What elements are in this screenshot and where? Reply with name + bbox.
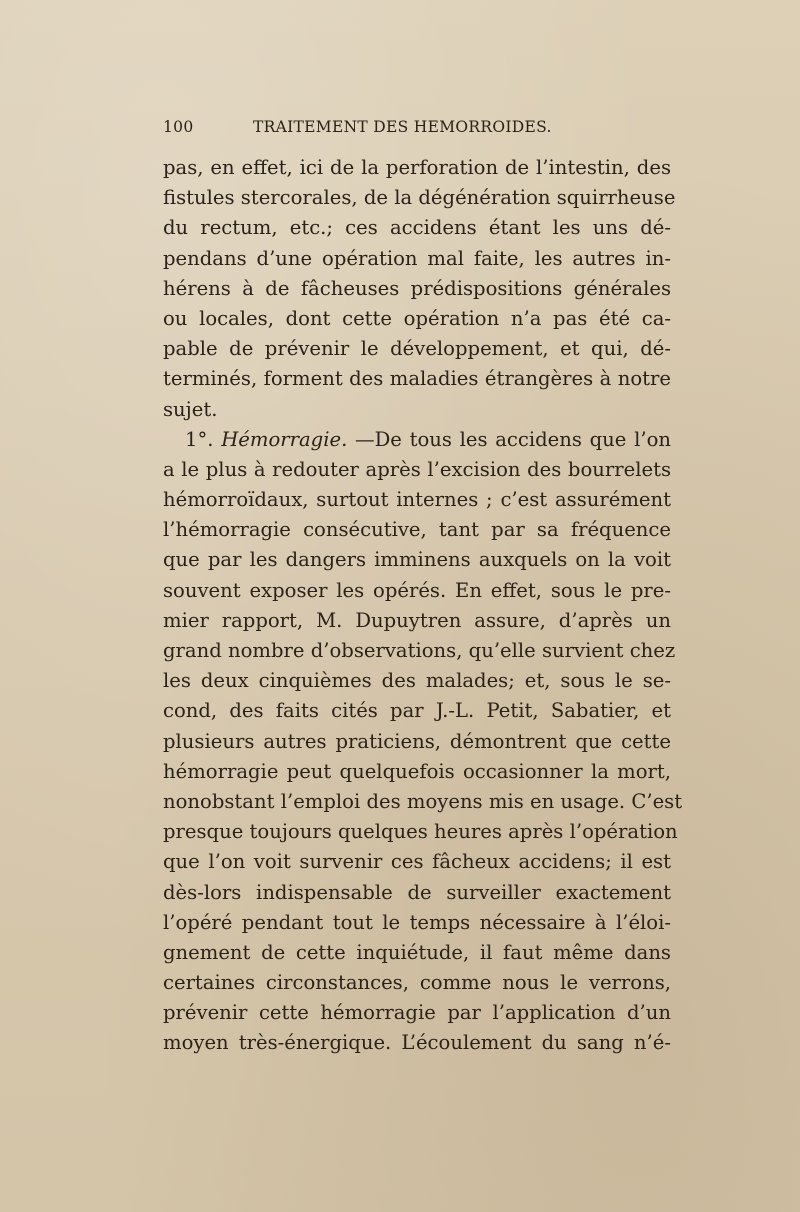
text-line: certaines circonstances, comme nous le verrons, bbox=[163, 971, 671, 995]
page-number: 100 bbox=[163, 118, 194, 136]
text-line: hérens à de fâcheuses prédispositions générales bbox=[163, 276, 671, 300]
text-line: cond, des faits cités par J.-L. Petit, Sabatier, et bbox=[163, 699, 671, 723]
text-line: grand nombre d’observations, qu’elle survient chez bbox=[163, 639, 676, 662]
text-line: du rectum, etc.; ces accidens étant les uns dé- bbox=[163, 216, 671, 240]
text-line: sujet. bbox=[163, 397, 218, 421]
text-line: presque toujours quelques heures après l’opération bbox=[163, 820, 678, 844]
text-line: hémorroïdaux, surtout internes ; c’est assurément bbox=[163, 488, 671, 512]
text-line: pendans d’une opération mal faite, les autres in- bbox=[163, 246, 671, 270]
text-line: plusieurs autres praticiens, démontrent que cette bbox=[163, 729, 671, 753]
text-line: moyen très-énergique. L’écoulement du sang n’é- bbox=[163, 1031, 671, 1055]
text-line: nonobstant l’emploi des moyens mis en usage. C’est bbox=[163, 789, 683, 813]
text-line: dès-lors indispensable de surveiller exactement bbox=[163, 880, 671, 904]
text-line: l’opéré pendant tout le temps nécessaire à l’éloi- bbox=[163, 910, 671, 934]
body-text bbox=[163, 153, 683, 1059]
running-head: TRAITEMENT DES HEMORROIDES. bbox=[253, 118, 552, 136]
section-first-line-text: —De tous les accidens que l’on bbox=[347, 427, 671, 451]
text-line: hémorragie peut quelquefois occasionner la mort, bbox=[163, 759, 671, 783]
text-line: prévenir cette hémorragie par l’application d’un bbox=[163, 1001, 671, 1025]
text-line: les deux cinquièmes des malades; et, sous le se- bbox=[163, 669, 671, 693]
text-line: l’hémorragie consécutive, tant par sa fréquence bbox=[163, 518, 671, 542]
section-heading-line bbox=[163, 425, 671, 455]
page-header bbox=[163, 118, 583, 142]
text-line: terminés, forment des maladies étrangères à notre bbox=[163, 367, 671, 391]
text-line: que l’on voit survenir ces fâcheux accidens; il est bbox=[163, 850, 671, 874]
text-line: fistules stercorales, de la dégénération squirrheuse bbox=[163, 186, 676, 210]
text-line: que par les dangers imminens auxquels on la voit bbox=[163, 548, 671, 572]
text-line: souvent exposer les opérés. En effet, sous le pre- bbox=[163, 578, 671, 602]
text-line: ou locales, dont cette opération n’a pas été ca- bbox=[163, 306, 671, 330]
text-line: a le plus à redouter après l’excision des bourrelets bbox=[163, 457, 671, 481]
section-title: Hémorragie. bbox=[221, 427, 348, 451]
text-line: gnement de cette inquiétude, il faut même dans bbox=[163, 940, 671, 964]
section-number: 1°. bbox=[185, 427, 214, 451]
text-line: mier rapport, M. Dupuytren assure, d’après un bbox=[163, 608, 671, 632]
text-line: pable de prévenir le développement, et qui, dé- bbox=[163, 337, 671, 361]
text-line: pas, en effet, ici de la perforation de l’intestin, des bbox=[163, 156, 671, 179]
